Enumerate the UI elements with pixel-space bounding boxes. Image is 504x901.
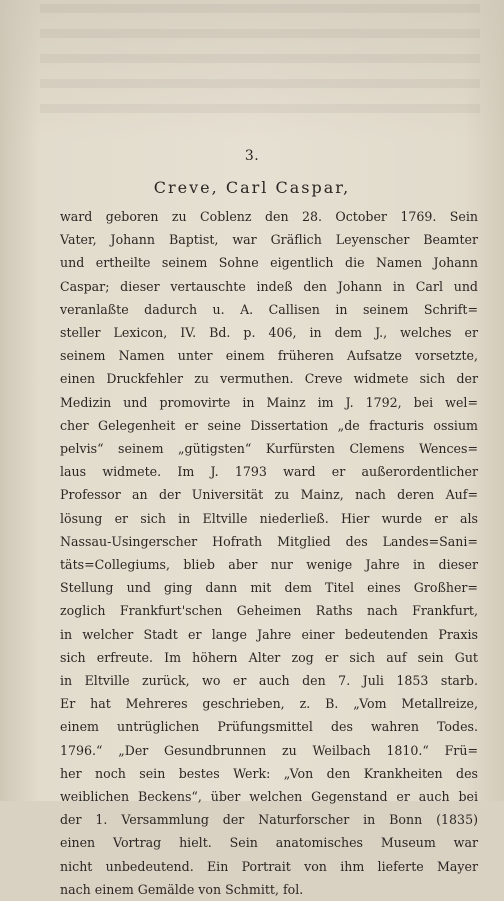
text-line: Medizin und promovirte in Mainz im J. 1792, bei wel= [60, 394, 478, 410]
text-line: laus widmete. Im J. 1793 ward er außerordentlicher [60, 464, 478, 480]
entry-body [60, 205, 478, 901]
text-line: nicht unbedeutend. Ein Portrait von ihm lieferte Mayer [60, 858, 478, 874]
text-line: weiblichen Beckens“, über welchen Gegenstand er auch bei [60, 789, 478, 805]
text-line: Nassau-Usingerscher Hofrath Mitglied des Landes=Sani= [60, 533, 478, 549]
text-line: Stellung und ging dann mit dem Titel eines Großher= [60, 580, 478, 596]
text-line: Er hat Mehreres geschrieben, z. B. „Vom Metallreize, [60, 696, 478, 712]
text-line: veranlaßte dadurch u. A. Callisen in seinem Schrift= [60, 301, 478, 317]
text-line: einem untrüglichen Prüfungsmittel des wahren Todes. [60, 719, 478, 735]
page-number: 3. [244, 148, 260, 164]
text-line: der 1. Versammlung der Naturforscher in Bonn (1835) [60, 812, 478, 828]
text-line: lösung er sich in Eltville niederließ. Hier wurde er als [60, 510, 478, 526]
text-line: zoglich Frankfurt'schen Geheimen Raths nach Frankfurt, [60, 603, 478, 619]
text-line: 1796.“ „Der Gesundbrunnen zu Weilbach 1810.“ Frü= [60, 742, 478, 758]
text-line: Vater, Johann Baptist, war Gräflich Leyenscher Beamter [60, 232, 478, 248]
text-line: seinem Namen unter einem früheren Aufsatze vorsetzte, [60, 348, 478, 364]
text-line: in welcher Stadt er lange Jahre einer bedeutenden Praxis [60, 626, 478, 642]
text-line: täts=Collegiums, blieb aber nur wenige Jahre in dieser [60, 557, 478, 573]
text-line: Professor an der Universität zu Mainz, nach deren Auf= [60, 487, 478, 503]
show-through-text [40, 4, 480, 124]
text-line: einen Druckfehler zu vermuthen. Creve widmete sich der [60, 371, 478, 387]
text-line: in Eltville zurück, wo er auch den 7. Juli 1853 starb. [60, 673, 478, 689]
text-line: und ertheilte seinem Sohne eigentlich die Namen Johann [60, 255, 478, 271]
text-line: einen Vortrag hielt. Sein anatomisches Museum war [60, 835, 478, 851]
text-line: sich erfreute. Im höhern Alter zog er sich auf sein Gut [60, 649, 478, 665]
text-line: nach einem Gemälde von Schmitt, fol. [60, 881, 304, 897]
entry-heading: Creve, Carl Caspar, [153, 178, 351, 197]
text-line: Caspar; dieser vertauschte indeß den Johann in Carl und [60, 278, 478, 294]
text-line: steller Lexicon, IV. Bd. p. 406, in dem J., welches er [60, 325, 478, 341]
text-line: ward geboren zu Coblenz den 28. October 1769. Sein [60, 209, 478, 224]
text-line: pelvis“ seinem „gütigsten“ Kurfürsten Clemens Wences= [60, 441, 478, 457]
text-line: her noch sein bestes Werk: „Von den Krankheiten des [60, 765, 478, 781]
text-line: cher Gelegenheit er seine Dissertation „de fracturis ossium [60, 417, 478, 433]
